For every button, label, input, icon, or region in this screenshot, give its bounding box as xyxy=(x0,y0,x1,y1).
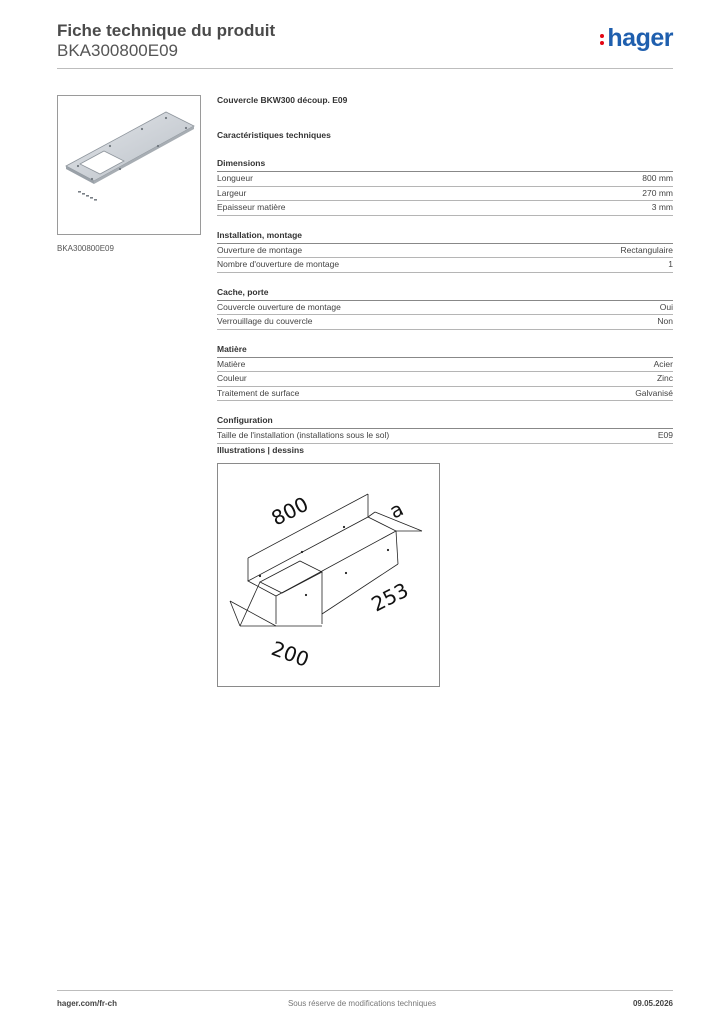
specification-panel xyxy=(217,95,673,458)
footer-divider xyxy=(57,990,673,991)
spec-label: Epaisseur matière xyxy=(217,202,286,212)
spec-label: Taille de l'installation (installations sous le sol) xyxy=(217,430,390,440)
spec-label: Verrouillage du couvercle xyxy=(217,316,313,326)
spec-label: Traitement de surface xyxy=(217,387,300,398)
spec-row xyxy=(217,358,673,373)
spec-row xyxy=(217,429,673,444)
spec-value: Rectangulaire xyxy=(620,244,673,255)
drawing-label-offset: 253 xyxy=(367,577,413,617)
spec-value: 3 mm xyxy=(651,202,673,212)
spec-group xyxy=(217,230,673,273)
spec-group-title: Matière xyxy=(217,344,673,358)
spec-group xyxy=(217,158,673,216)
spec-value: Zinc xyxy=(656,373,673,383)
drawing-label-length: 800 xyxy=(267,491,313,531)
dimension-drawing xyxy=(217,463,440,687)
footer-website[interactable]: hager.com/fr-ch xyxy=(57,999,118,1008)
spec-label: Ouverture de montage xyxy=(217,244,303,255)
cover-plate-image xyxy=(58,96,200,234)
drawing-label-width: a xyxy=(385,496,408,524)
spec-label: Nombre d'ouverture de montage xyxy=(217,259,340,269)
spec-label: Matière xyxy=(217,358,246,369)
spec-label: Largeur xyxy=(217,187,247,198)
spec-group xyxy=(217,344,673,402)
document-title: Fiche technique du produit xyxy=(57,21,276,40)
spec-group-title: Dimensions xyxy=(217,158,673,172)
drawing-label-opening: 200 xyxy=(268,636,313,672)
dimension-drawing-svg xyxy=(218,464,439,686)
spec-group-title: Cache, porte xyxy=(217,287,673,301)
spec-row xyxy=(217,258,673,273)
spec-value: Oui xyxy=(659,301,673,312)
spec-groups xyxy=(217,158,673,444)
spec-row xyxy=(217,301,673,316)
spec-heading: Caractéristiques techniques xyxy=(217,130,331,140)
product-name: Couvercle BKW300 découp. E09 xyxy=(217,95,348,105)
spec-value: Galvanisé xyxy=(635,387,673,398)
product-image xyxy=(57,95,201,235)
spec-group-title: Installation, montage xyxy=(217,230,673,244)
spec-row xyxy=(217,372,673,387)
spec-row xyxy=(217,201,673,216)
footer-disclaimer: Sous réserve de modifications techniques xyxy=(287,999,437,1008)
spec-label: Couvercle ouverture de montage xyxy=(217,301,341,312)
spec-value: E09 xyxy=(657,430,673,440)
logo-text: hager xyxy=(607,24,673,52)
spec-label: Longueur xyxy=(217,173,253,183)
header-divider xyxy=(57,68,673,69)
product-code: BKA300800E09 xyxy=(57,41,178,60)
spec-row xyxy=(217,244,673,259)
spec-value: Non xyxy=(657,316,673,326)
spec-row xyxy=(217,187,673,202)
spec-group xyxy=(217,287,673,330)
illustrations-title: Illustrations | dessins xyxy=(217,445,304,455)
spec-value: 800 mm xyxy=(642,173,673,183)
spec-value: 1 xyxy=(668,259,673,269)
spec-value: Acier xyxy=(653,358,673,369)
spec-row xyxy=(217,172,673,187)
image-caption: BKA300800E09 xyxy=(57,244,114,253)
footer-date: 09.05.2026 xyxy=(632,999,673,1008)
spec-row xyxy=(217,387,673,402)
spec-row xyxy=(217,315,673,330)
spec-value: 270 mm xyxy=(642,187,673,198)
page-header xyxy=(57,20,673,68)
spec-group xyxy=(217,415,673,444)
spec-group-title: Configuration xyxy=(217,415,673,429)
spec-label: Couleur xyxy=(217,373,247,383)
hager-logo xyxy=(600,24,673,53)
